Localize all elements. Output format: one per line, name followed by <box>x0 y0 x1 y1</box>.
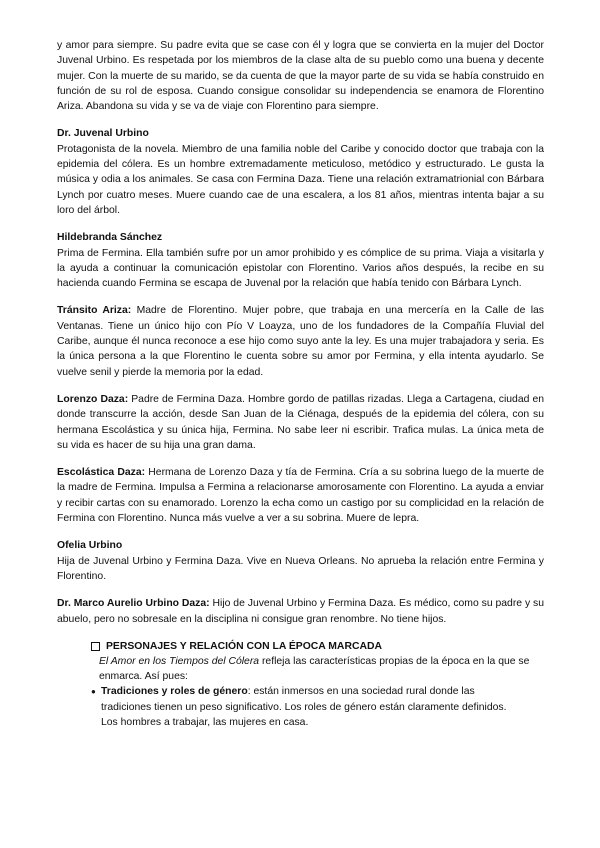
character-paragraph <box>57 596 544 627</box>
character-paragraph <box>57 303 544 379</box>
character-description: Hija de Juvenal Urbino y Fermina Daza. Vive en Nueva Orleans. No aprueba la relación entre Fermina y Florentino. <box>57 555 544 582</box>
character-paragraph <box>57 465 544 526</box>
character-name: Ofelia Urbino <box>57 540 123 552</box>
character-description: Prima de Fermina. Ella también sufre por un amor prohibido y es cómplice de su prima. Viaja a visitarla y la ayuda a continuar la comunicación epistolar con Florentino. Varios años después, la recibe en su hacienda cuando Fermina se escapa de Juvenal por la relación que había tenido con Bárbara Lynch. <box>57 247 544 290</box>
section-title: PERSONAJES Y RELACIÓN CON LA ÉPOCA MARCADA <box>106 640 382 652</box>
list-item-term: Tradiciones y roles de género <box>101 686 248 698</box>
character-description: Madre de Florentino. Mujer pobre, que trabaja en una mercería en la Calle de las Ventanas. Tiene un único hijo con Pío V Loayza, uno de los fundadores de la Compañía Fluvial del Caribe, aunque él nunca reconoce a ese hijo como suyo ante la ley. Es una mujer trabajadora y seria. Es la única persona a la que Florentino le cuenta sobre su amor por Fermina, y ella intenta ayudarlo. Se vuelve senil y pierde la memoria por la edad. <box>57 305 544 378</box>
character-description: Protagonista de la novela. Miembro de una familia noble del Caribe y conocido doctor que trabaja con la epidemia del cólera. Es un hombre extremadamente meticuloso, metódico y estructurado. Le gusta la música y odia a los animales. Se casa con Fermina Daza. Tiene una relación extramatrionial con Bárbara Lynch por cuatro meses. Muere cuando cae de una escalera, a los 81 años, mientras intenta bajar a su loro del árbol. <box>57 143 544 216</box>
list-item <box>91 684 544 730</box>
character-name: Lorenzo Daza: <box>57 393 129 405</box>
character-block <box>57 303 544 379</box>
intro-paragraph: y amor para siempre. Su padre evita que se case con él y logra que se convierta en la mujer del Doctor Juvenal Urbino. Es respetada por los miembros de la clase alta de su pueblo como una buena y decente mujer. Con la muerte de su marido, se da cuenta de que la mayor parte de su vida se había construido en función de su rol de esposa. Cuando consigue consolidar su independencia se enamora de Florentino Ariza. Abandona su vida y se va de viaje con Florentino para siempre. <box>57 40 544 113</box>
intro-block <box>57 38 544 114</box>
section-intro-text: refleja las características propias de la época en la que se enmarca. Así pues: <box>99 655 530 683</box>
character-name: Tránsito Ariza: <box>57 305 132 317</box>
epoch-section <box>57 639 544 730</box>
section-intro <box>91 654 544 685</box>
character-description: Padre de Fermina Daza. Hombre gordo de patillas rizadas. Llega a Cartagena, ciudad en donde transcurre la acción, desde San Juan de la Ciénaga, después de la epidemia del cólera, con su hermana Escolástica y su única hija, Fermina. No sabe leer ni escribir. Trafica mulas. La única meta de su vida es hacer de su hija una gran dama. <box>57 393 545 451</box>
character-name: Dr. Marco Aurelio Urbino Daza: <box>57 598 210 610</box>
character-block <box>57 126 544 218</box>
document-page <box>57 38 544 730</box>
character-block <box>57 538 544 584</box>
character-paragraph <box>57 392 544 453</box>
character-block <box>57 596 544 627</box>
section-heading <box>91 639 544 654</box>
character-block <box>57 465 544 526</box>
character-name: Escolástica Daza: <box>57 467 146 479</box>
character-description: Hijo de Juvenal Urbino y Fermina Daza. Es médico, como su padre y su abuelo, pero no sobresale en la disciplina ni consigue gran renombre. No tiene hijos. <box>57 598 545 625</box>
book-title: El Amor en los Tiempos del Cólera <box>99 655 260 667</box>
character-name: Hildebranda Sánchez <box>57 232 163 244</box>
character-description: Hermana de Lorenzo Daza y tía de Fermina. Cría a su sobrina luego de la muerte de la madre de Fermina. Impulsa a Fermina a relacionarse amorosamente con Florentino. La ayuda a enviar y recibir cartas con su enamorado. Lorenzo la echa como un castigo por su complicidad en la relación de Fermina con Florentino. Nunca más vuelve a ver a su sobrina. Muere de lepra. <box>57 467 545 525</box>
list-item-text <box>101 684 511 730</box>
character-block <box>57 230 544 291</box>
bullet-icon: ● <box>91 687 96 697</box>
list-item-description: : están inmersos en una sociedad rural donde las tradiciones tienen un peso significativo. Los roles de género están claramente definidos. Los hombres a trabajar, las mujeres en casa. <box>101 686 507 728</box>
character-block <box>57 392 544 453</box>
character-name: Dr. Juvenal Urbino <box>57 128 149 140</box>
checkbox-icon <box>91 642 100 651</box>
